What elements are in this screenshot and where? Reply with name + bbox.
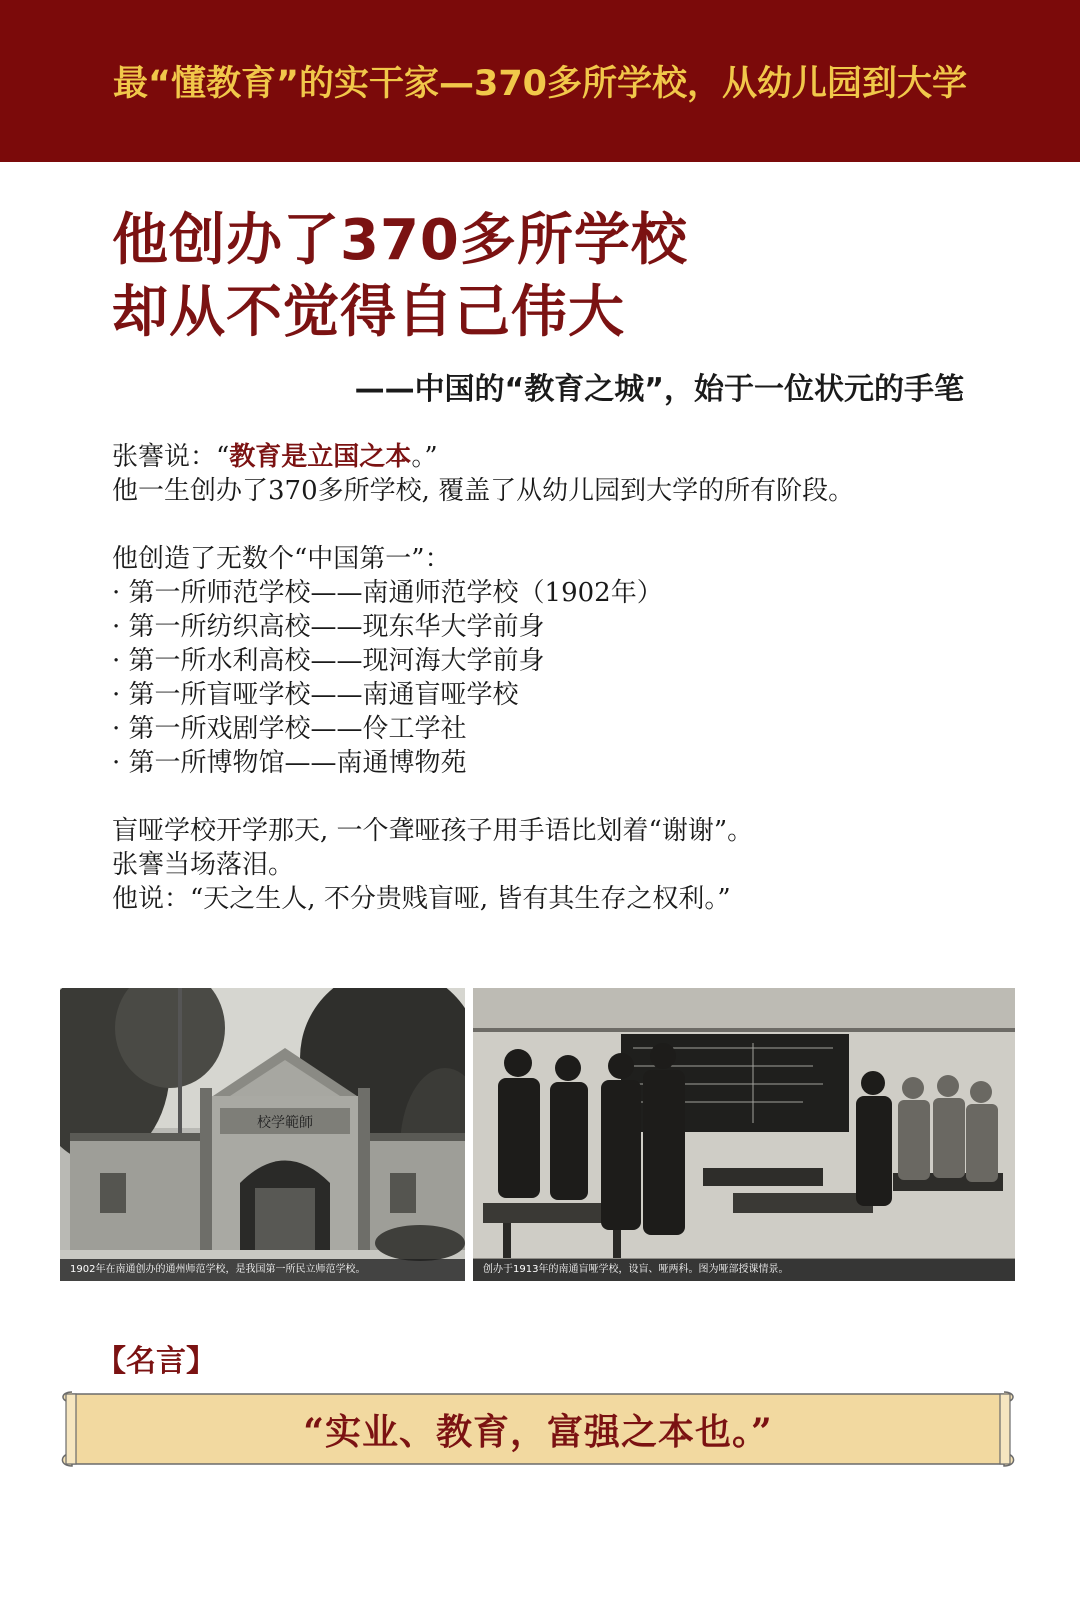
quote-scroll (56, 1388, 1020, 1470)
list-item: · 第一所纺织高校——现东华大学前身 (112, 612, 545, 642)
headline-line-1: 他创办了370多所学校 (112, 208, 688, 273)
normal-school-photo (60, 988, 465, 1281)
quote-intro-paragraph (112, 440, 992, 474)
gate-sign: 校学範師 (257, 1115, 313, 1131)
list-item: · 第一所戏剧学校——伶工学社 (112, 714, 467, 744)
famous-quote-text: “实业、教育，富强之本也。” (303, 1410, 773, 1453)
schools-paragraph: 他一生创办了370多所学校, 覆盖了从幼儿园到大学的所有阶段。 (112, 476, 855, 506)
story-paragraph-3: 他说：“天之生人, 不分贵贱盲哑, 皆有其生存之权利。” (112, 884, 731, 914)
top-banner (0, 0, 1080, 162)
deaf-school-photo (473, 988, 1015, 1281)
left-photo-caption: 1902年在南通创办的通州师范学校，是我国第一所民立师范学校。 (60, 1259, 465, 1281)
list-item: · 第一所博物馆——南通博物苑 (112, 748, 467, 778)
quote-intro-prefix: 张謇说：“ (112, 442, 230, 472)
banner-title: 最“懂教育”的实干家—370多所学校，从幼儿园到大学 (112, 64, 968, 104)
headline-line-2: 却从不觉得自己伟大 (112, 280, 625, 345)
firsts-intro: 他创造了无数个“中国第一”： (112, 544, 451, 574)
famous-quote-label: 【名言】 (96, 1344, 216, 1379)
quote-intro-suffix: 。” (411, 442, 438, 472)
subtitle: ——中国的“教育之城”，始于一位状元的手笔 (354, 372, 964, 407)
article-body (112, 440, 992, 916)
list-item: · 第一所师范学校——南通师范学校（1902年） (112, 578, 663, 608)
story-paragraph-2: 张謇当场落泪。 (112, 850, 295, 880)
headline (112, 205, 688, 349)
right-photo-caption: 创办于1913年的南通盲哑学校，设盲、哑两科。图为哑部授课情景。 (473, 1259, 1015, 1281)
story-paragraph-1: 盲哑学校开学那天, 一个聋哑孩子用手语比划着“谢谢”。 (112, 816, 754, 846)
list-item: · 第一所水利高校——现河海大学前身 (112, 646, 545, 676)
highlighted-quote: 教育是立国之本 (229, 442, 412, 472)
list-item: · 第一所盲哑学校——南通盲哑学校 (112, 680, 519, 710)
